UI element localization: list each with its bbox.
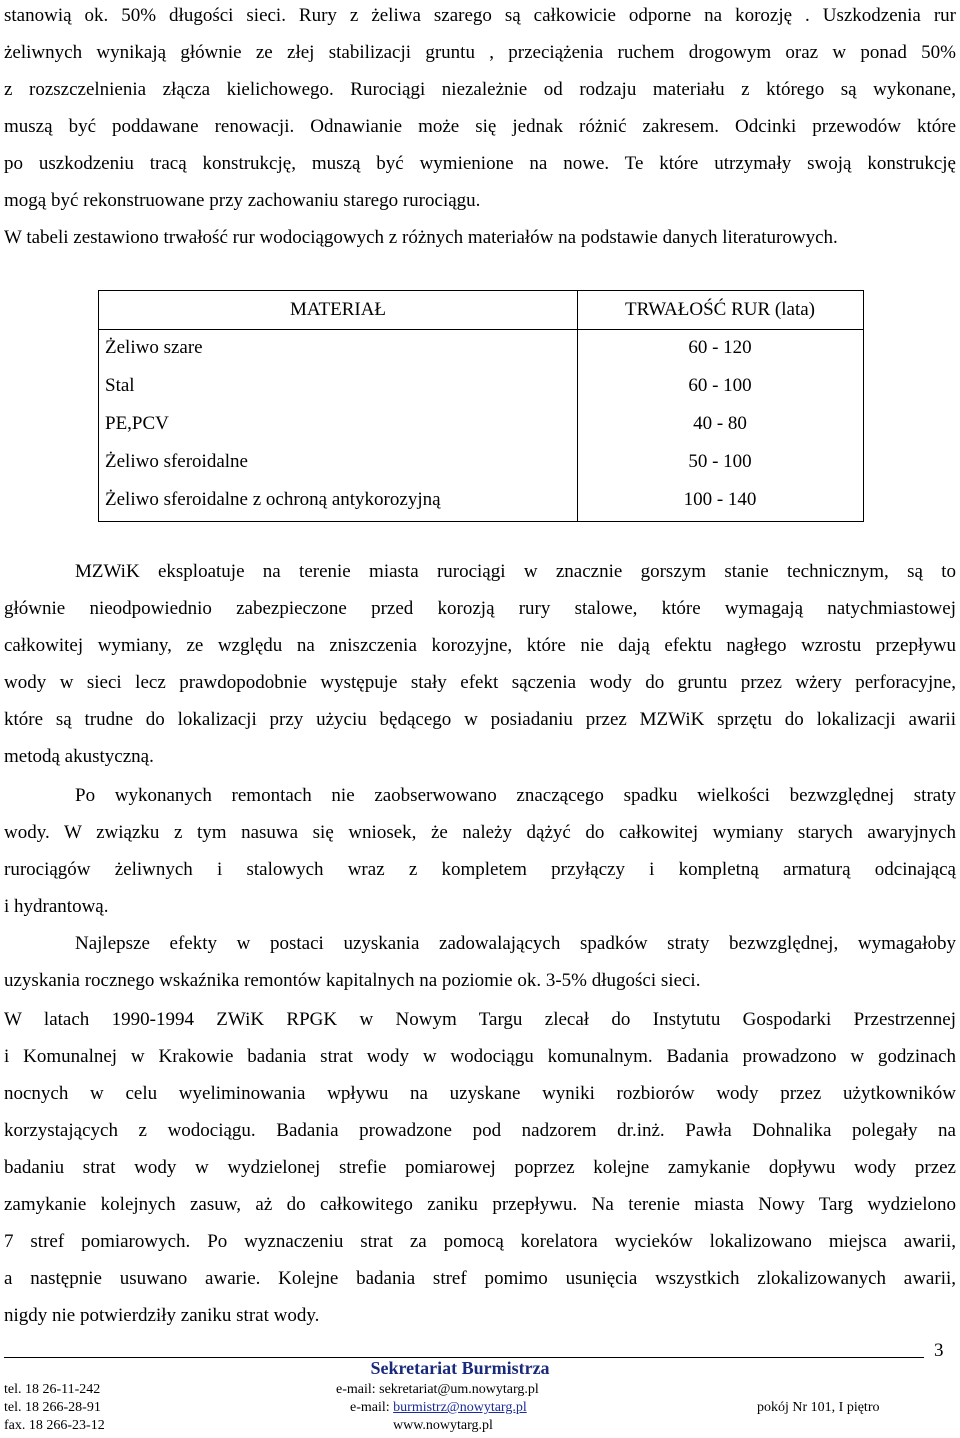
text-line: i Komunalnej w Krakowie badania strat wody w wodociągu komunalnym. Badania prowadzono w godzinach	[4, 1046, 956, 1067]
text-line: 7 stref pomiarowych. Po wyznaczeniu strat za pomocą korelatora wycieków lokalizowano miejsca awarii,	[4, 1231, 956, 1252]
text-line: rurociągów żeliwnych i stalowych wraz z kompletem przyłączy i kompletną armaturą odcinającą	[4, 859, 956, 880]
text-line: W latach 1990-1994 ZWiK RPGK w Nowym Targu zlecał do Instytutu Gospodarki Przestrzennej	[4, 1009, 956, 1030]
table-cell-material: Żeliwo sferoidalne z ochroną antykorozyjną	[105, 489, 441, 510]
text-line: wody w sieci lecz prawdopodobnie występuje stały efekt sączenia wody do gruntu przez wżery perforacyjne,	[4, 672, 956, 693]
text-line: a następnie usuwano awarie. Kolejne badania stref pomimo usunięcia wszystkich zlokalizowanych awarii,	[4, 1268, 956, 1289]
table-cell-durability: 60 - 120	[688, 337, 752, 358]
table-cell-material: Żeliwo szare	[105, 337, 203, 358]
text-line: Po wykonanych remontach nie zaobserwowano znaczącego spadku wielkości bezwzględnej straty	[75, 785, 956, 806]
table-header-divider	[99, 329, 863, 330]
text-line: wody. W związku z tym nasuwa się wniosek, że należy dążyć do całkowitej wymiany starych awaryjnych	[4, 822, 956, 843]
text-line: uzyskania rocznego wskaźnika remontów kapitalnych na poziomie ok. 3-5% długości sieci.	[4, 970, 701, 991]
mayor-email-link[interactable]: burmistrz@nowytarg.pl	[393, 1400, 527, 1415]
text-line: żeliwnych wynikają głównie ze złej stabilizacji gruntu , przeciążenia ruchem drogowym oraz w ponad 50%	[4, 42, 956, 63]
footer-tel-1: tel. 18 26-11-242	[4, 1382, 101, 1397]
footer-email-mayor: e-mail: burmistrz@nowytarg.pl	[350, 1400, 527, 1415]
text-line: i hydrantową.	[4, 896, 109, 917]
text-line: nocnych w celu wyeliminowania wpływu na uzyskane wyniki rozbiorów wody przez użytkowników	[4, 1083, 956, 1104]
footer-website[interactable]: www.nowytarg.pl	[393, 1418, 493, 1433]
page-number: 3	[934, 1340, 944, 1361]
text-line: mogą być rekonstruowane przy zachowaniu starego rurociągu.	[4, 190, 481, 211]
table-cell-durability: 100 - 140	[683, 489, 757, 510]
text-line: W tabeli zestawiono trwałość rur wodociągowych z różnych materiałów na podstawie danych literaturowych.	[4, 227, 838, 248]
footer-fax: fax. 18 266-23-12	[4, 1418, 105, 1433]
text-line: muszą być poddawane renowacji. Odnawianie może się jednak różnić zakresem. Odcinki przewodów które	[4, 116, 956, 137]
table-cell-material: PE,PCV	[105, 413, 169, 434]
text-line: stanowią ok. 50% długości sieci. Rury z żeliwa szarego są całkowicie odporne na korozję . Uszkodzenia rur	[4, 5, 956, 26]
text-line: głównie nieodpowiednio zabezpieczone przed korozją rury stalowe, które wymagają natychmiastowej	[4, 598, 956, 619]
text-line: Najlepsze efekty w postaci uzyskania zadowalających spadków straty bezwzględnej, wymagałoby	[75, 933, 956, 954]
table-column-divider	[577, 291, 578, 521]
footer-tel-2: tel. 18 266-28-91	[4, 1400, 101, 1415]
footer-email-secretariat: e-mail: sekretariat@um.nowytarg.pl	[336, 1382, 539, 1397]
table-cell-material: Stal	[105, 375, 135, 396]
text-line: zamykanie kolejnych zasuw, aż do całkowitego zaniku przepływu. Na terenie miasta Nowy Targ wydzielono	[4, 1194, 956, 1215]
table-header-durability: TRWAŁOŚĆ RUR (lata)	[625, 299, 815, 320]
text-line: całkowitej wymiany, ze względu na zniszczenia korozyjne, które nie dają efektu nagłego wzrostu przepływu	[4, 635, 956, 656]
table-cell-durability: 60 - 100	[688, 375, 752, 396]
durability-table	[98, 290, 864, 522]
table-cell-durability: 40 - 80	[693, 413, 747, 434]
table-cell-durability: 50 - 100	[688, 451, 752, 472]
text-line: które są trudne do lokalizacji przy użyciu będącego w posiadaniu przez MZWiK sprzętu do lokalizacji awarii	[4, 709, 956, 730]
table-header-material: MATERIAŁ	[289, 299, 387, 320]
text-line: nigdy nie potwierdziły zaniku strat wody.	[4, 1305, 320, 1326]
text-line: MZWiK eksploatuje na terenie miasta rurociągi w znacznie gorszym stanie technicznym, są to	[75, 561, 956, 582]
footer-room: pokój Nr 101, I piętro	[757, 1400, 880, 1415]
text-line: korzystających z wodociągu. Badania prowadzone pod nadzorem dr.inż. Pawła Dohnalika polegały na	[4, 1120, 956, 1141]
text-line: po uszkodzeniu tracą konstrukcję, muszą być wymienione na nowe. Te które utrzymały swoją konstrukcję	[4, 153, 956, 174]
text-line: badaniu strat wody w wydzielonej strefie pomiarowej poprzez kolejne zamykanie dopływu wody przez	[4, 1157, 956, 1178]
text-line: metodą akustyczną.	[4, 746, 154, 767]
footer-title: Sekretariat Burmistrza	[370, 1358, 550, 1378]
table-cell-material: Żeliwo sferoidalne	[105, 451, 248, 472]
text-line: z rozszczelnienia złącza kielichowego. Rurociągi niezależnie od rodzaju materiału z którego są wykonane,	[4, 79, 956, 100]
